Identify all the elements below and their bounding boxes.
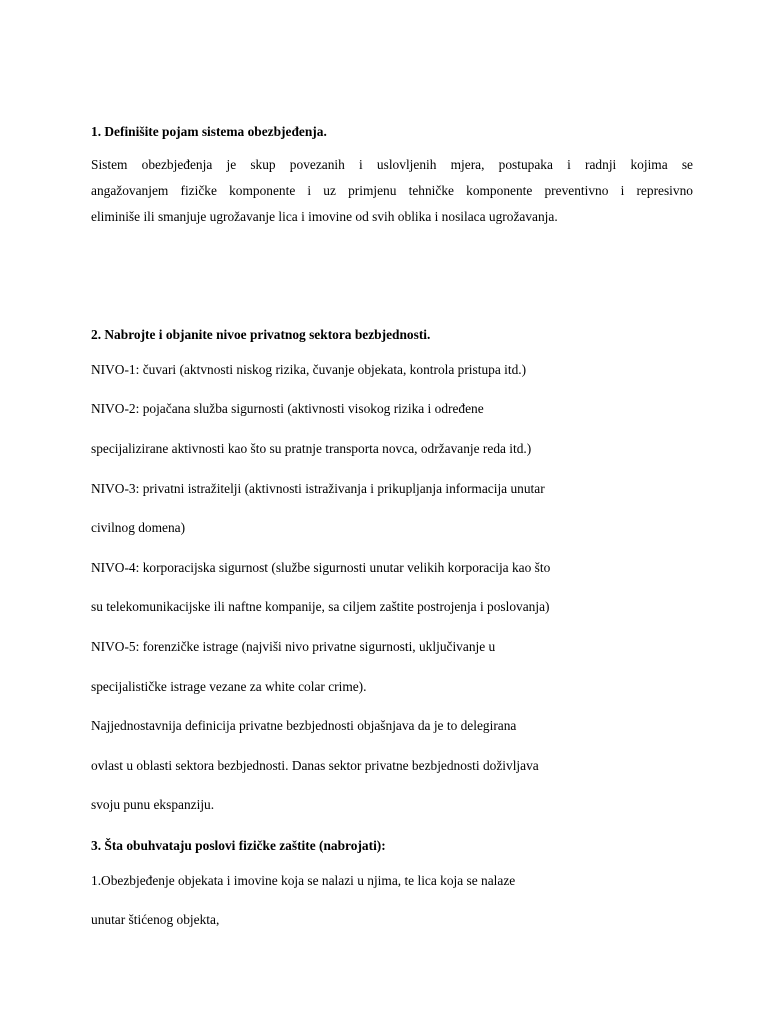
section-1-paragraph-line-1: Sistem obezbjeđenja je skup povezanih i uslovljenih mjera, postupaka i radnji kojima se [91,157,693,172]
section-3-heading: 3. Šta obuhvataju poslovi fizičke zaštite (nabrojati): [91,838,386,853]
section-2-line-5: civilnog domena) [91,520,186,535]
section-2-line-3: specijalizirane aktivnosti kao što su pratnje transporta novca, održavanje reda itd.) [91,441,532,456]
section-3-line-2: unutar štićenog objekta, [91,912,220,927]
section-1-heading: 1. Definišite pojam sistema obezbjeđenja. [91,124,327,139]
section-2-line-7: su telekomunikacijske ili naftne kompanije, sa ciljem zaštite postrojenja i poslovanja) [91,599,550,614]
section-2-line-8: NIVO-5: forenzičke istrage (najviši nivo privatne sigurnosti, uključivanje u [91,639,496,654]
section-2-line-11: ovlast u oblasti sektora bezbjednosti. Danas sektor privatne bezbjednosti doživljava [91,758,539,773]
section-2-line-6: NIVO-4: korporacijska sigurnost (službe sigurnosti unutar velikih korporacija kao što [91,560,551,575]
section-2-line-10: Najjednostavnija definicija privatne bezbjednosti objašnjava da je to delegirana [91,718,517,733]
section-2-line-4: NIVO-3: privatni istražitelji (aktivnosti istraživanja i prikupljanja informacija unutar [91,481,545,496]
section-2-line-1: NIVO-1: čuvari (aktvnosti niskog rizika, čuvanje objekata, kontrola pristupa itd.) [91,362,527,377]
document-page [91,0,693,1024]
section-2-line-2: NIVO-2: pojačana služba sigurnosti (aktivnosti visokog rizika i određene [91,401,484,416]
section-2-heading: 2. Nabrojte i objanite nivoe privatnog sektora bezbjednosti. [91,327,431,342]
section-2-line-12: svoju punu ekspanziju. [91,797,215,812]
section-2-line-9: specijalističke istrage vezane za white colar crime). [91,679,367,694]
section-3-line-1: 1.Obezbjeđenje objekata i imovine koja se nalazi u njima, te lica koja se nalaze [91,873,516,888]
section-1-paragraph-line-3: eliminiše ili smanjuje ugrožavanje lica i imovine od svih oblika i nosilaca ugrožavanja. [91,209,558,224]
section-1-paragraph-line-2: angažovanjem fizičke komponente i uz primjenu tehničke komponente preventivno i represivno [91,183,693,198]
